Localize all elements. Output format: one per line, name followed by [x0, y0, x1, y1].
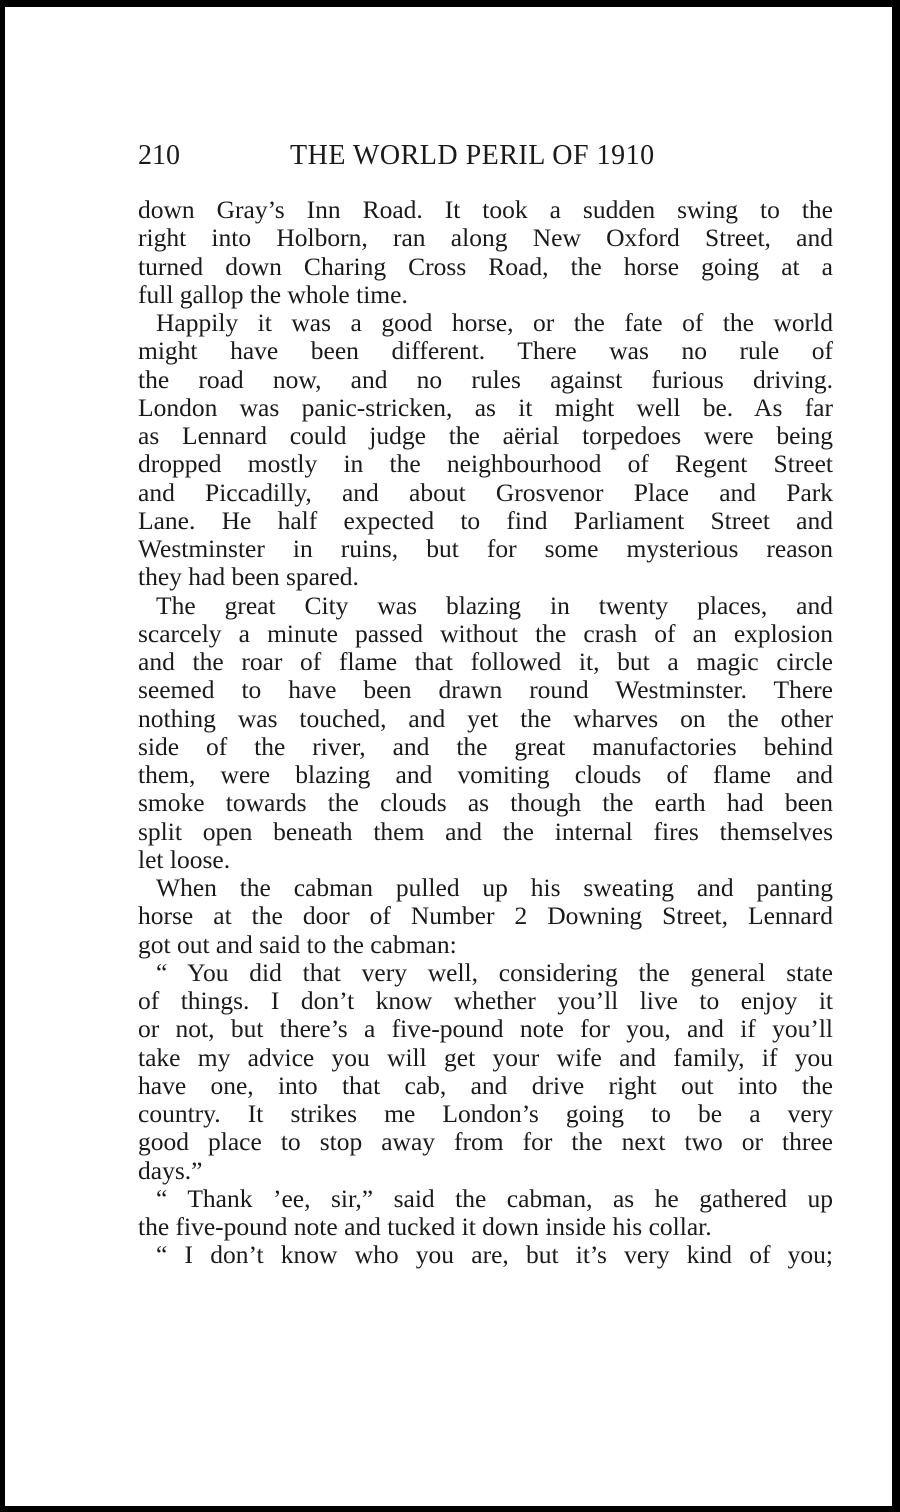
text-line: Westminster in ruins, but for some mysterious reason	[138, 534, 833, 563]
text-line: have one, into that cab, and drive right out into the	[138, 1070, 833, 1100]
text-line: down Gray’s Inn Road. It took a sudden swing to the	[138, 195, 833, 224]
text-line: Happily it was a good horse, or the fate of the world	[156, 308, 833, 337]
text-line: side of the river, and the great manufactories behind	[138, 731, 833, 761]
text-line: smoke towards the clouds as though the earth had been	[138, 788, 833, 818]
text-line: nothing was touched, and yet the wharves on the other	[138, 703, 833, 733]
text-line: When the cabman pulled up his sweating and panting	[156, 873, 833, 902]
paragraph	[138, 196, 833, 309]
text-line: London was panic-stricken, as it might well be. As far	[138, 392, 833, 422]
text-line: as Lennard could judge the aërial torpedoes were being	[138, 421, 833, 450]
text-line: horse at the door of Number 2 Downing Street, Lennard	[138, 901, 833, 931]
text-line: Lane. He half expected to find Parliament Street and	[138, 505, 833, 535]
text-line: or not, but there’s a five-pound note for you, and if you’ll	[138, 1014, 833, 1044]
scan-border-right	[892, 0, 900, 1512]
text-line: “ Thank ’ee, sir,” said the cabman, as he gathered up	[156, 1183, 833, 1213]
running-title: THE WORLD PERIL OF 1910	[290, 140, 655, 171]
text-line: country. It strikes me London’s going to be a very	[138, 1099, 833, 1128]
page-header	[138, 140, 838, 176]
text-line: them, were blazing and vomiting clouds of flame and	[138, 760, 833, 789]
text-line: right into Holborn, ran along New Oxford Street, and	[138, 223, 833, 253]
paragraph	[138, 1185, 833, 1242]
text-line: split open beneath them and the internal fires themselves	[138, 816, 833, 846]
text-line: got out and said to the cabman:	[138, 929, 457, 959]
text-line: the road now, and no rules against furious driving.	[138, 364, 833, 394]
text-line: “ You did that very well, considering the general state	[156, 957, 833, 987]
text-line: days.”	[138, 1155, 203, 1185]
text-line: dropped mostly in the neighbourhood of Regent Street	[138, 449, 833, 479]
text-line: the five-pound note and tucked it down inside his collar.	[138, 1212, 712, 1241]
text-line: “ I don’t know who you are, but it’s very kind of you;	[156, 1240, 833, 1270]
text-line: full gallop the whole time.	[138, 279, 408, 309]
text-line: take my advice you will get your wife and family, if you	[138, 1042, 833, 1072]
text-line: and Piccadilly, and about Grosvenor Place and Park	[138, 477, 833, 507]
text-line: scarcely a minute passed without the crash of an explosion	[138, 618, 833, 648]
text-line: seemed to have been drawn round Westminster. There	[138, 675, 833, 705]
scan-border-bottom	[0, 1506, 900, 1512]
paragraph	[138, 1241, 833, 1269]
paragraph	[138, 309, 833, 592]
paragraph	[138, 959, 833, 1185]
text-line: turned down Charing Cross Road, the horse going at a	[138, 251, 833, 281]
scan-border-left	[0, 0, 5, 1512]
page-number: 210	[138, 140, 180, 171]
paragraph	[138, 592, 833, 875]
text-line: good place to stop away from for the next two or three	[138, 1127, 833, 1157]
text-line: they had been spared.	[138, 562, 359, 592]
paragraph	[138, 874, 833, 959]
text-line: and the roar of flame that followed it, but a magic circle	[138, 647, 833, 676]
scan-border-top	[0, 0, 900, 7]
text-line: let loose.	[138, 844, 231, 874]
text-line: might have been different. There was no rule of	[138, 336, 833, 366]
text-line: of things. I don’t know whether you’ll live to enjoy it	[138, 986, 833, 1015]
text-line: The great City was blazing in twenty places, and	[156, 590, 833, 620]
page-body-text	[138, 196, 833, 1270]
